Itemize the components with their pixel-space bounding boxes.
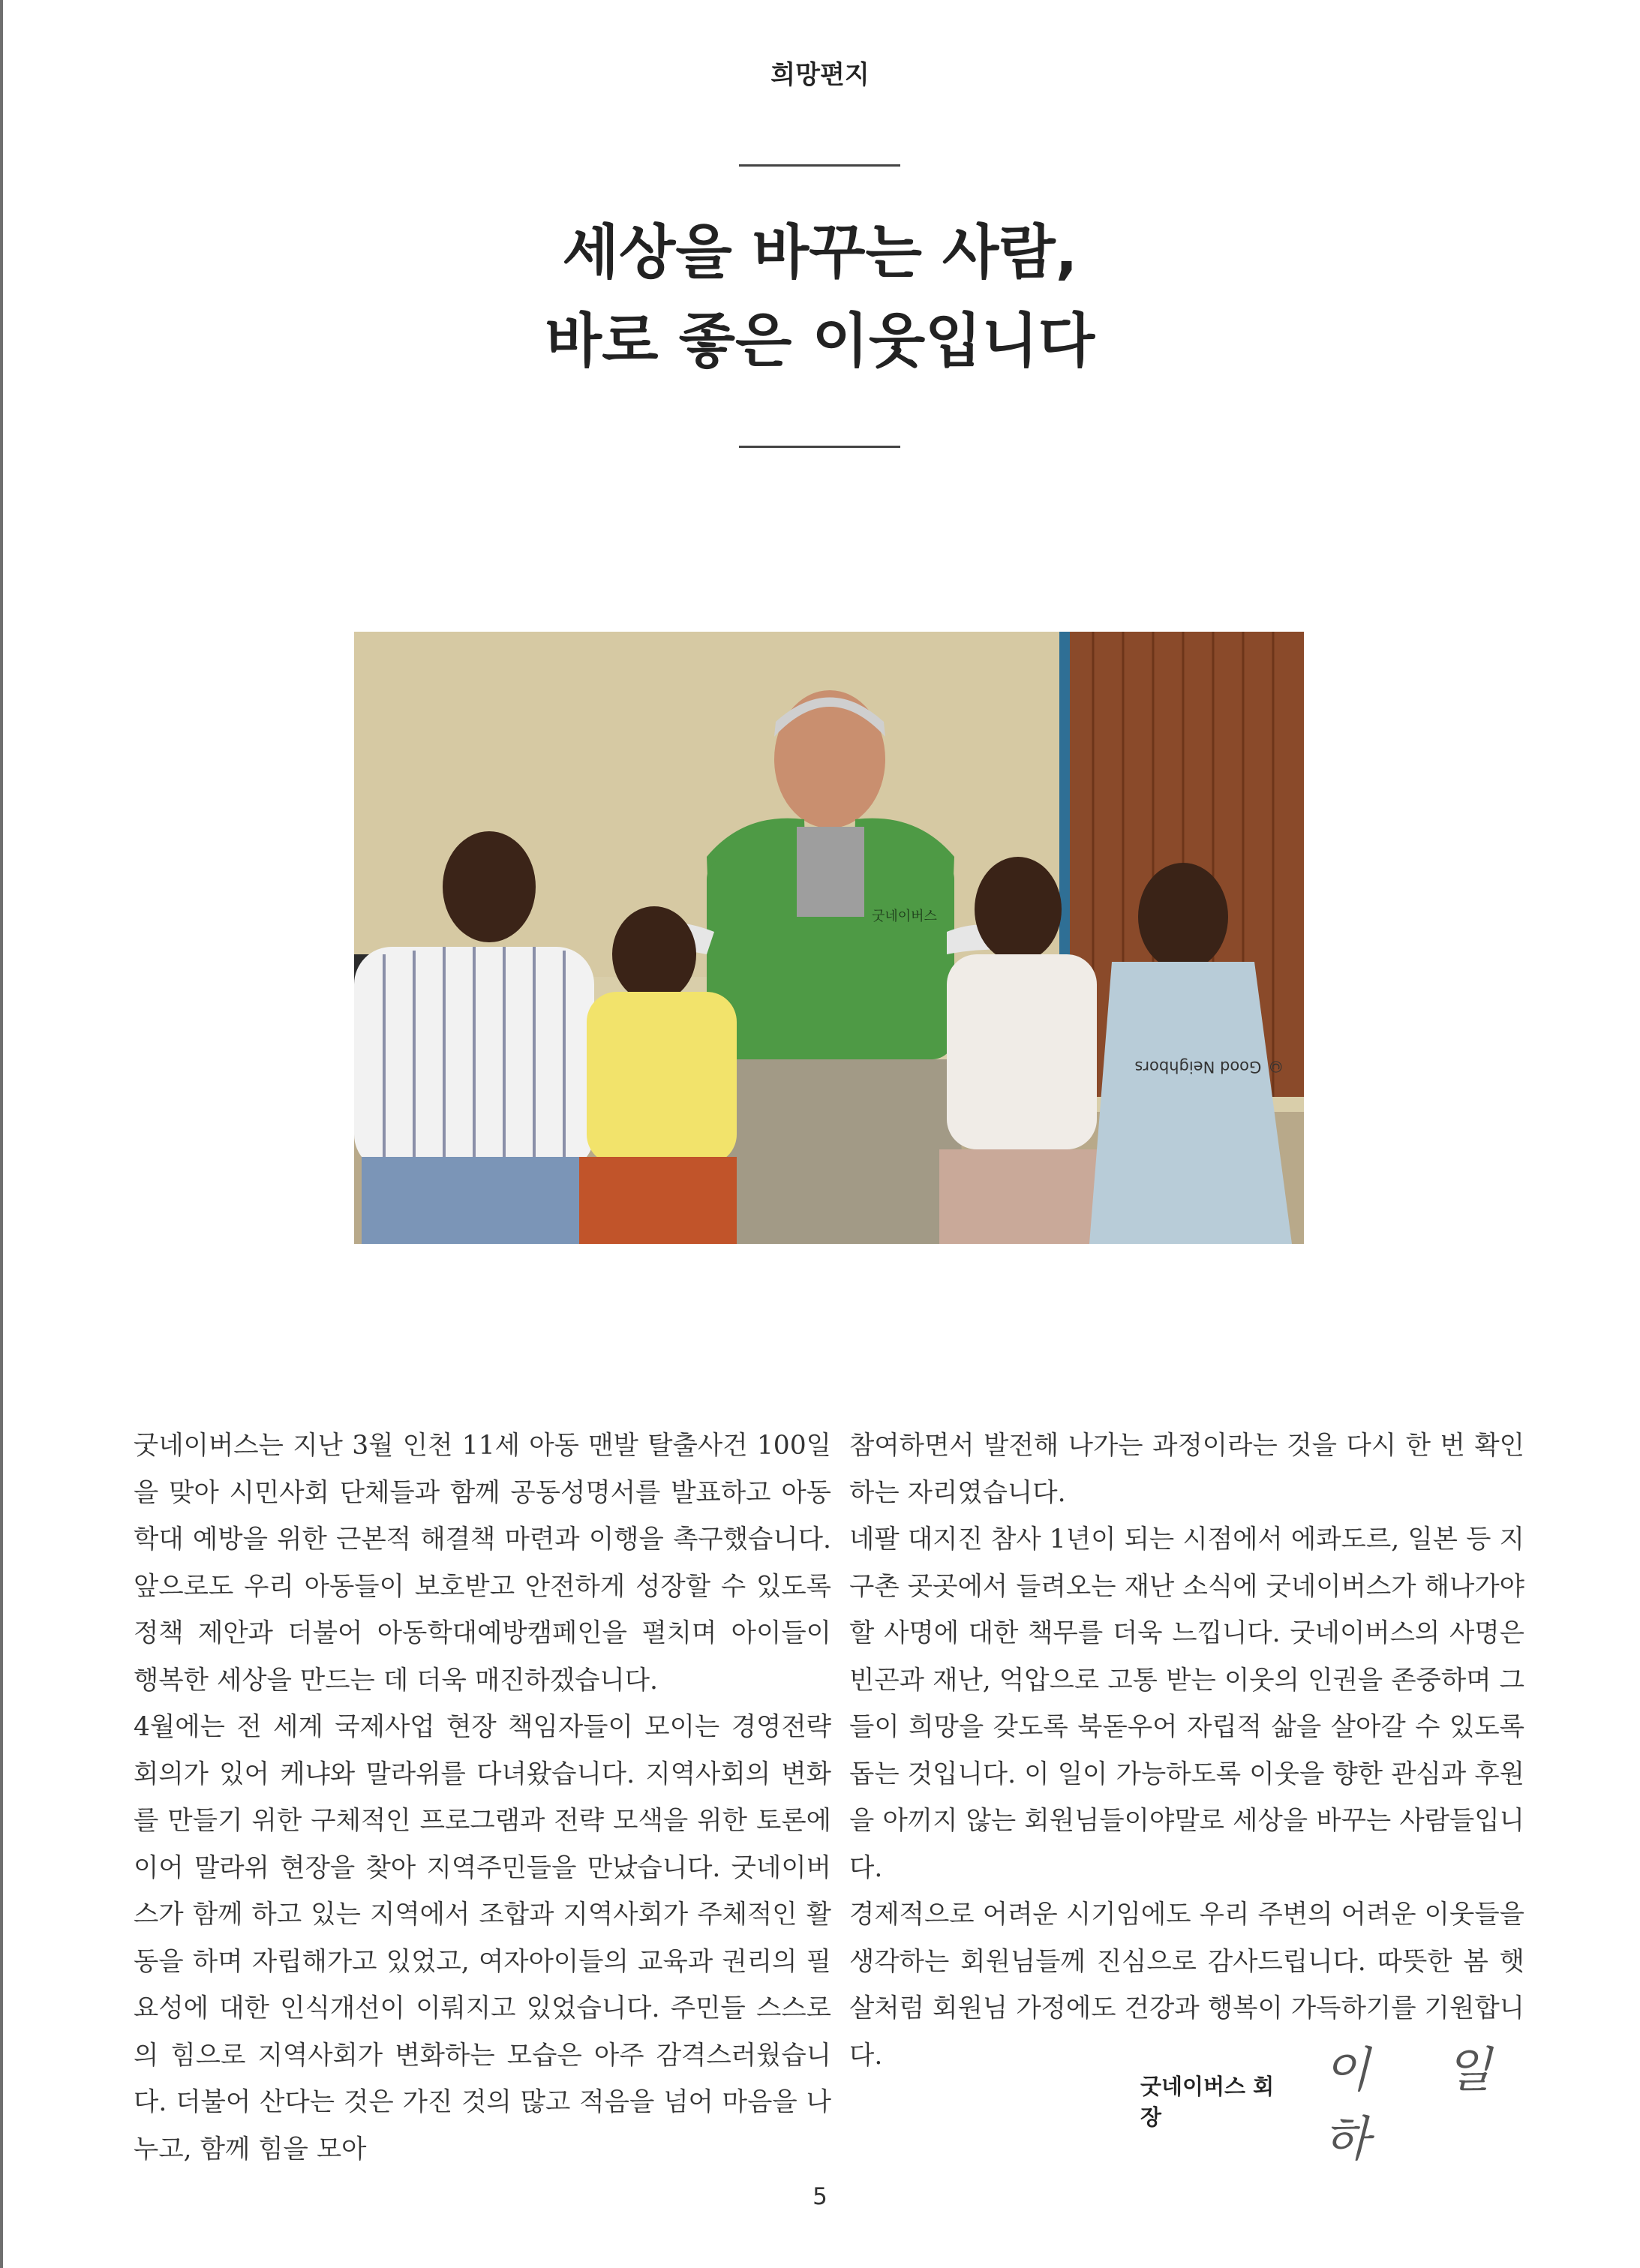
- section-label: 희망편지: [770, 60, 870, 90]
- body-paragraph: 굿네이버스는 지난 3월 인천 11세 아동 맨발 탈출사건 100일을 맞아 시민사회 단체들과 함께 공동성명서를 발표하고 아동학대 예방을 위한 근본적 해결책 마련과 이행을 촉구했습니다. 앞으로도 우리 아동들이 보호받고 안전하게 성장할 수 있도록 정책 제안과 더불어 아동학대예방캠페인을 펼치며 아이들이 행복한 세상을 만드는 데 더욱 매진하겠습니다.: [134, 1431, 831, 1696]
- page-title: [0, 209, 1640, 386]
- photo-credit: © Good Neighbors: [1134, 1058, 1284, 1076]
- title-line-2: 바로 좋은 이웃입니다: [545, 308, 1095, 375]
- signature-block: [1140, 2043, 1640, 2167]
- body-column-left: [134, 1422, 831, 2173]
- feature-photo: [354, 632, 1304, 1244]
- body-paragraph: 경제적으로 어려운 시기임에도 우리 주변의 어려운 이웃들을 생각하는 회원님들께 진심으로 감사드립니다. 따뜻한 봄 햇살처럼 회원님 가정에도 건강과 행복이 가득하기를 기원합니다.: [849, 1900, 1524, 2071]
- svg-text:굿네이버스: 굿네이버스: [872, 909, 937, 924]
- body-paragraph: 4월에는 전 세계 국제사업 현장 책임자들이 모이는 경영전략회의가 있어 케냐와 말라위를 다녀왔습니다. 지역사회의 변화를 만들기 위한 구체적인 프로그램과 전략 모색을 위한 토론에 이어 말라위 현장을 찾아 지역주민들을 만났습니다. 굿네이버스가 함께 하고 있는 지역에서 조합과 지역사회가 주체적인 활동을 하며 자립해가고 있었고, 여자아이들의 교육과 권리의 필요성에 대한 인식개선이 이뤄지고 있었습니다. 주민들 스스로의 힘으로 지역사회가 변화하는 모습은 아주 감격스러웠습니다. 더불어 산다는 것은 가진 것의 많고 적음을 넘어 마음을 나누고, 함께 힘을 모아: [134, 1712, 831, 2164]
- body-column-right: [849, 1422, 1524, 2079]
- title-rule-bottom: [739, 446, 900, 448]
- title-line-1: 세상을 바꾸는 사람,: [562, 219, 1078, 287]
- title-rule-top: [739, 164, 900, 167]
- body-paragraph: 참여하면서 발전해 나가는 과정이라는 것을 다시 한 번 확인하는 자리였습니다.: [849, 1431, 1524, 1508]
- photo-illustration: [354, 632, 1304, 1244]
- page-number: 5: [812, 2183, 828, 2210]
- signature-role: 굿네이버스 회장: [1140, 2074, 1275, 2130]
- body-paragraph: 네팔 대지진 참사 1년이 되는 시점에서 에콰도르, 일본 등 지구촌 곳곳에서 들려오는 재난 소식에 굿네이버스가 해나가야 할 사명에 대한 책무를 더욱 느낍니다. 굿네이버스의 사명은 빈곤과 재난, 억압으로 고통 받는 이웃의 인권을 존중하며 그들이 희망을 갖도록 북돋우어 자립적 삶을 살아갈 수 있도록 돕는 것입니다. 이 일이 가능하도록 이웃을 향한 관심과 후원을 아끼지 않는 회원님들이야말로 세상을 바꾸는 사람들입니다.: [849, 1525, 1524, 1883]
- signature-name: 이 일 하: [1323, 2043, 1522, 2167]
